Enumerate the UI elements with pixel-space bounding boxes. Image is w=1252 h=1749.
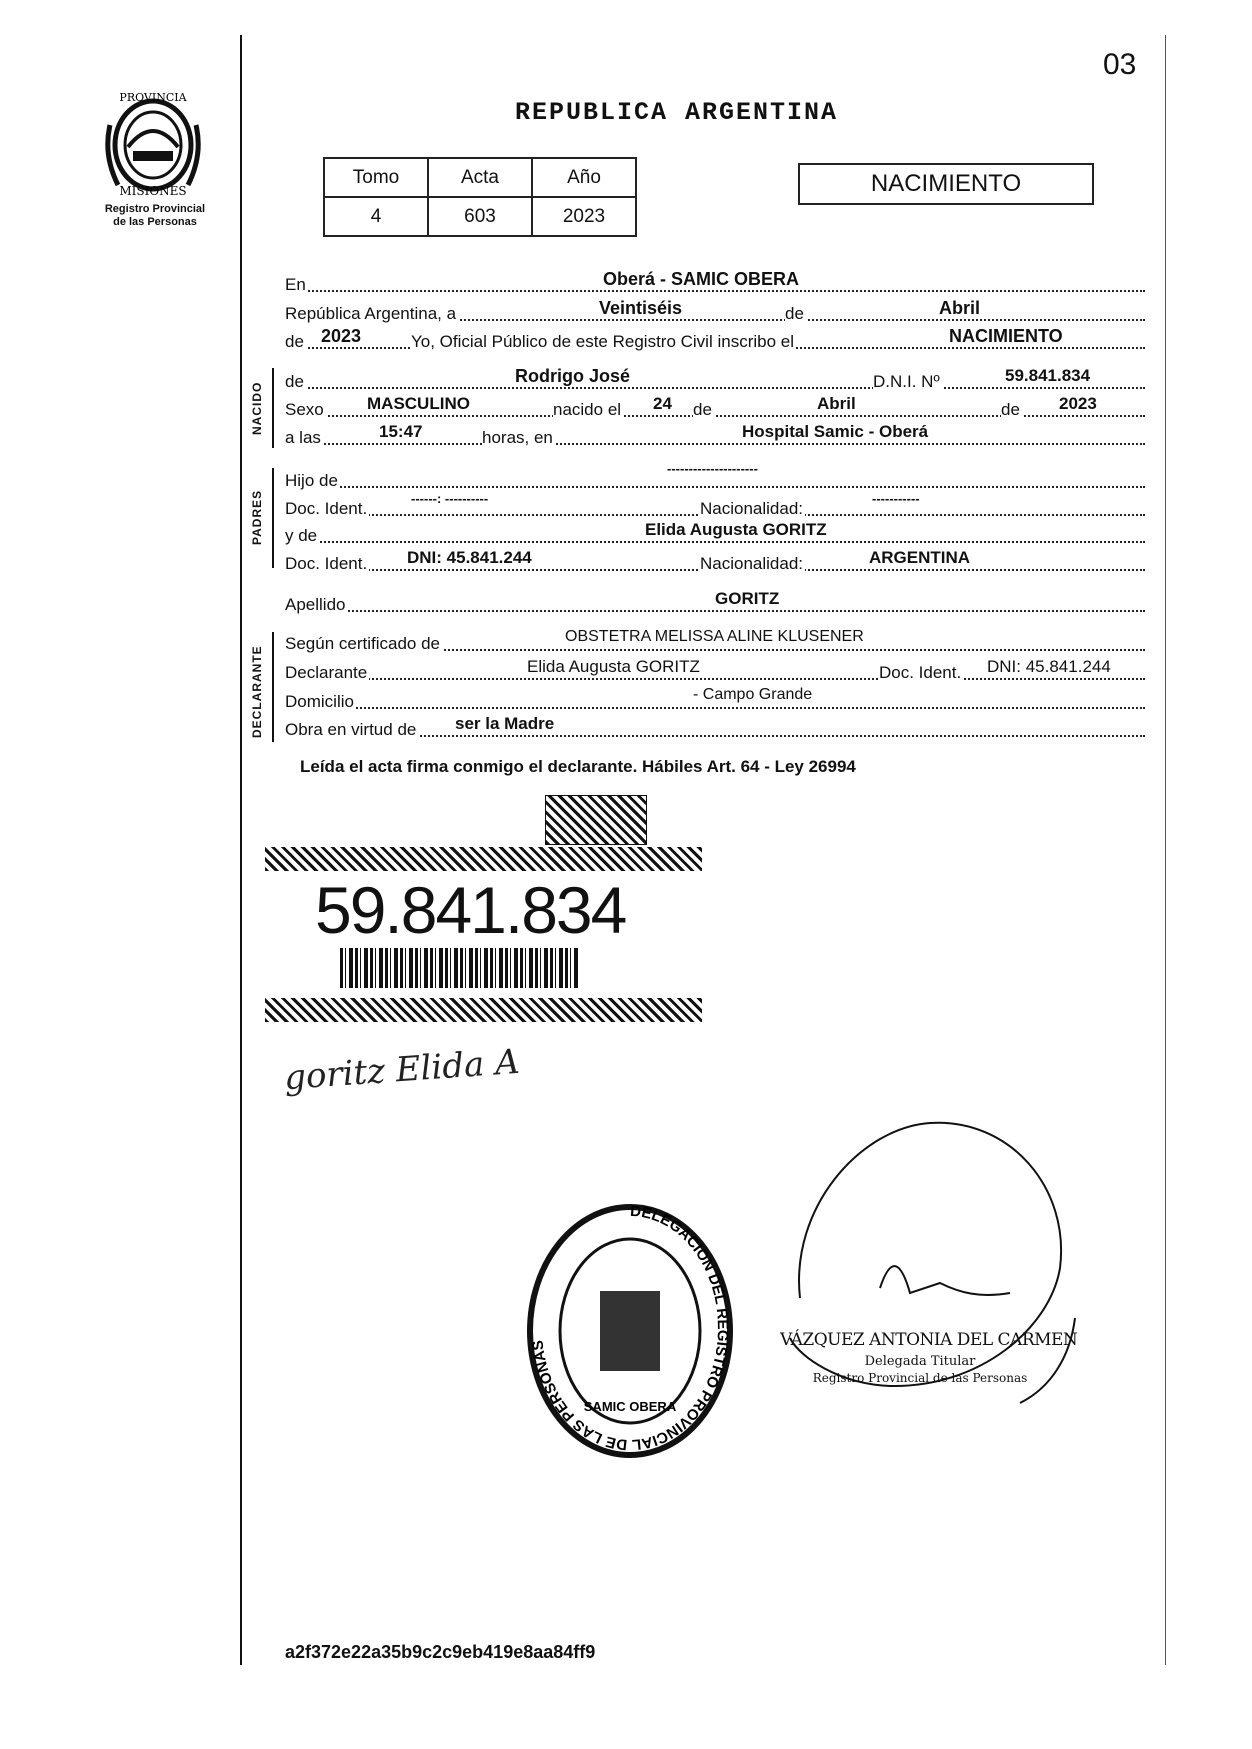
birth-place: Hospital Samic - Oberá	[742, 422, 929, 441]
row-en	[285, 271, 1145, 299]
row-apellido: Apellido GORITZ	[285, 591, 1145, 619]
page-number: 03	[1103, 48, 1137, 81]
value-anio: 2023	[532, 197, 636, 236]
registry-table	[323, 157, 637, 237]
row-obra: Obra en virtud de ser la Madre	[285, 716, 1145, 744]
header-anio: Año	[532, 158, 636, 197]
declarante: Elida Augusta GORITZ	[527, 657, 700, 676]
row-sexo: Sexo MASCULINO nacido el 24 de Abril de 2023	[285, 396, 1145, 424]
row-doc2: Doc. Ident. DNI: 45.841.244 Nacionalidad: ARGENTINA	[285, 550, 1145, 578]
row-declarante: Declarante Elida Augusta GORITZ Doc. Ident. DNI: 45.841.244	[285, 659, 1145, 687]
value-tomo: 4	[324, 197, 428, 236]
father-doc: ------: ----------	[411, 491, 489, 506]
en-value: Oberá - SAMIC OBERA	[603, 269, 800, 289]
month: Abril	[939, 298, 981, 318]
row-doc1: Doc. Ident. ------: ---------- Nacionalidad: -----------	[285, 495, 1145, 523]
security-band-top	[265, 847, 702, 871]
section-padres: PADRES	[250, 489, 264, 545]
father-nationality: -----------	[872, 491, 920, 506]
birth-year: 2023	[1059, 394, 1097, 413]
declarante-divider	[272, 632, 274, 742]
mother-nationality: ARGENTINA	[869, 548, 971, 567]
header-tomo: Tomo	[324, 158, 428, 197]
certificado: OBSTETRA MELISSA ALINE KLUSENER	[565, 628, 864, 645]
mother-name: Elida Augusta GORITZ	[645, 520, 827, 539]
domicilio: - Campo Grande	[693, 686, 813, 703]
value-acta: 603	[428, 197, 532, 236]
big-number: 59.841.834	[315, 873, 626, 947]
act-type: NACIMIENTO	[949, 326, 1063, 346]
nacido-divider	[272, 368, 274, 448]
declarante-doc: DNI: 45.841.244	[987, 657, 1111, 676]
handwritten-signature: goritz Elida A	[282, 1041, 521, 1099]
obra: ser la Madre	[455, 714, 555, 733]
stamp-ring-text: DELEGACION DEL REGISTRO PROVINCIAL DE LAS PERSONAS	[529, 1202, 732, 1454]
row-segun: Según certificado de OBSTETRA MELISSA ALINE KLUSENER	[285, 630, 1145, 658]
closing-note: Leída el acta firma conmigo el declarante. Hábiles Art. 64 - Ley 26994	[300, 757, 856, 776]
row-madre: y de Elida Augusta GORITZ	[285, 522, 1145, 550]
row-hora: a las 15:47 horas, en Hospital Samic - Oberá	[285, 424, 1145, 452]
en-label: En	[285, 275, 306, 294]
footer-hash: a2f372e22a35b9c2c9eb419e8aa84ff9	[285, 1642, 596, 1662]
country-title: REPUBLICA ARGENTINA	[515, 98, 839, 127]
mother-doc: DNI: 45.841.244	[407, 548, 532, 567]
province-emblem-logo	[98, 85, 208, 200]
emblem-bottom-text: MISIONES	[119, 184, 187, 198]
row-name: de Rodrigo José D.N.I. Nº 59.841.834	[285, 368, 1145, 396]
header-acta: Acta	[428, 158, 532, 197]
security-band-bottom	[265, 998, 702, 1022]
row-hijo: Hijo de ---------------------	[285, 467, 1145, 495]
official-title: Delegada Titular	[864, 1354, 976, 1369]
emblem-top-text: PROVINCIA	[119, 91, 187, 104]
padres-divider	[272, 468, 274, 568]
right-margin-line	[1165, 35, 1166, 1665]
father-name: ---------------------	[667, 461, 758, 476]
row-republica: República Argentina, a Veintiséis de Abril	[285, 300, 1145, 328]
day-words: Veintiséis	[599, 298, 683, 318]
birth-day: 24	[653, 394, 672, 413]
official-block	[780, 1330, 1078, 1385]
stamp-bottom-text: SAMIC OBERA	[583, 1399, 677, 1414]
official-name: VÁZQUEZ ANTONIA DEL CARMEN	[780, 1330, 1078, 1350]
birth-month: Abril	[817, 394, 856, 413]
birth-time: 15:47	[379, 422, 423, 441]
section-nacido: NACIDO	[250, 381, 264, 435]
child-dni: 59.841.834	[1005, 366, 1091, 385]
security-seal-small	[545, 795, 647, 845]
act-type-box: NACIMIENTO	[798, 163, 1094, 205]
logo-caption: Registro Provincial de las Personas	[104, 203, 206, 228]
year: 2023	[321, 326, 362, 346]
row-year: de 2023 Yo, Oficial Público de este Registro Civil inscribo el NACIMIENTO	[285, 328, 1145, 356]
sexo: MASCULINO	[367, 394, 470, 413]
left-margin-line	[240, 35, 242, 1665]
official-office: Registro Provincial de las Personas	[812, 1371, 1028, 1385]
section-declarante: DECLARANTE	[250, 645, 264, 738]
official-stamp	[520, 1196, 740, 1466]
row-domicilio: Domicilio - Campo Grande	[285, 688, 1145, 716]
apellido: GORITZ	[715, 589, 780, 608]
barcode	[340, 948, 578, 988]
child-name: Rodrigo José	[515, 366, 631, 386]
